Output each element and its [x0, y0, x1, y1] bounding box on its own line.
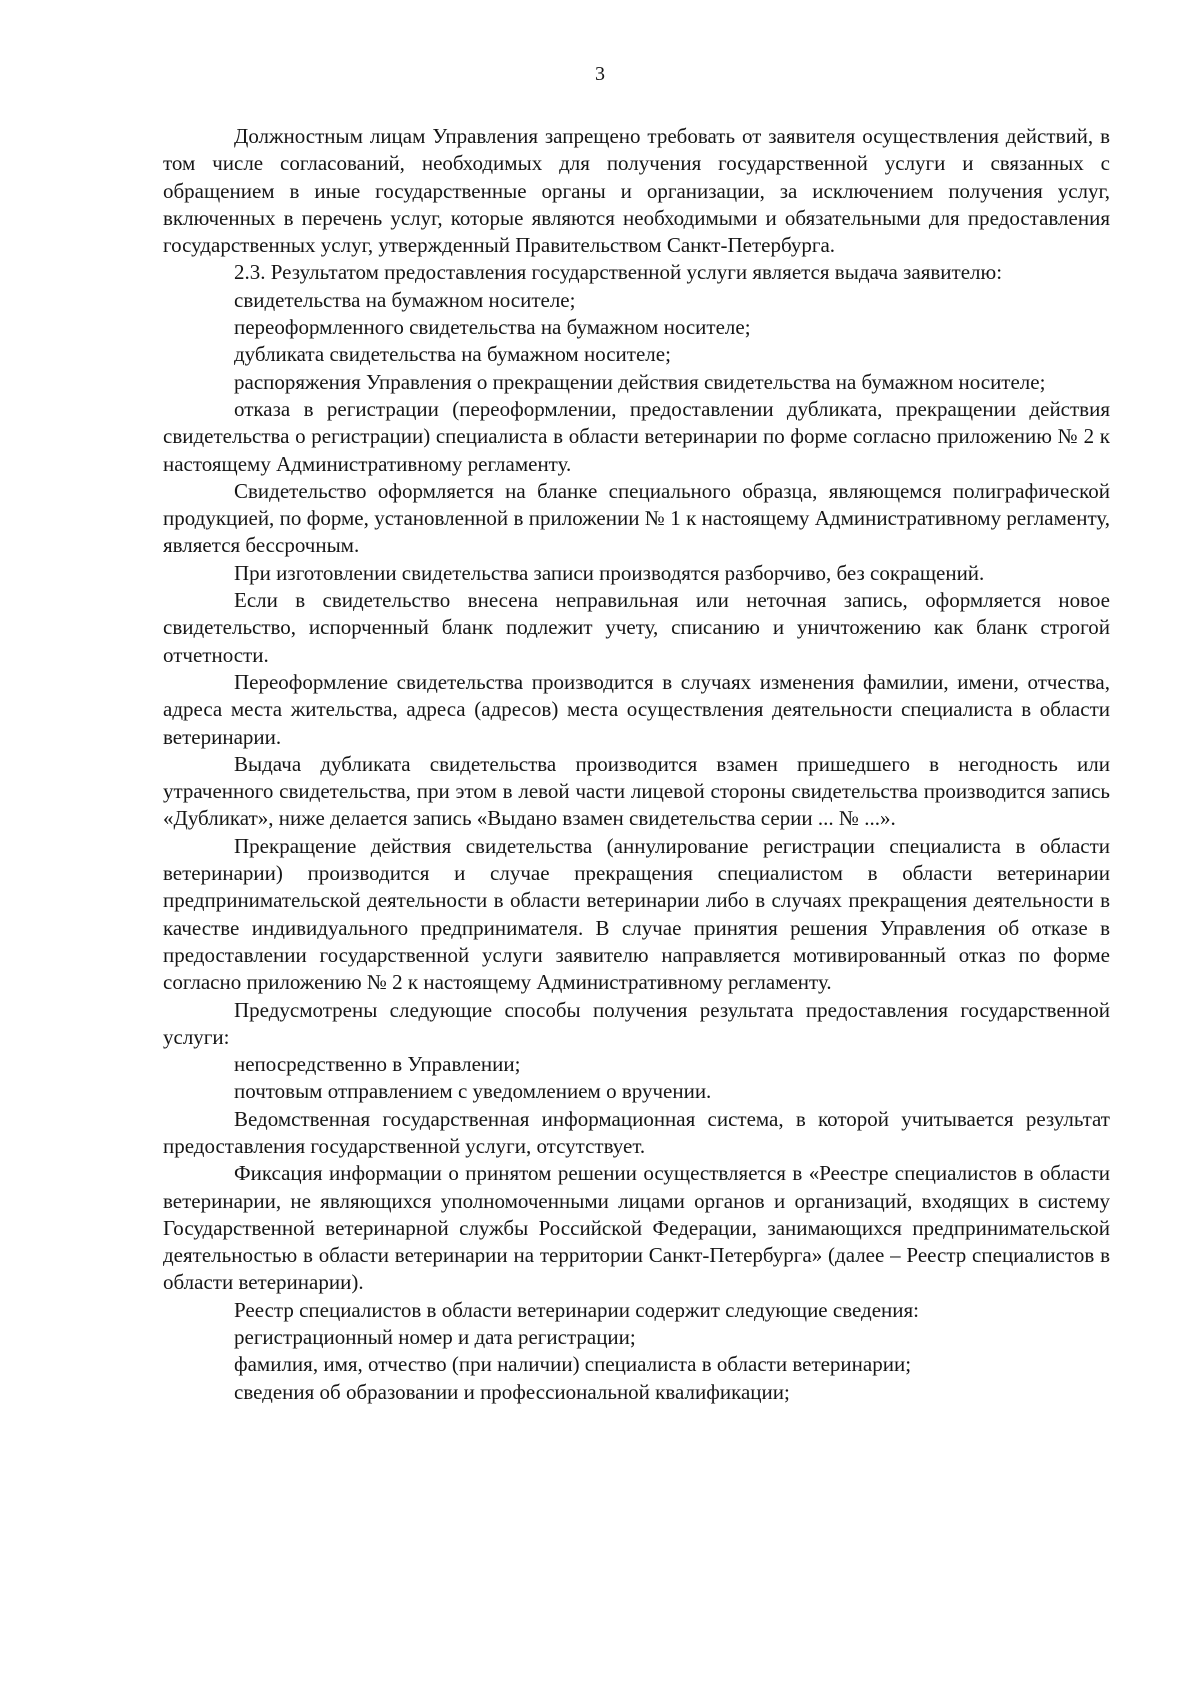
paragraph: Предусмотрены следующие способы получения результата предоставления государственной услуги:: [163, 997, 1110, 1049]
document-body: [163, 123, 1110, 1406]
paragraph: Реестр специалистов в области ветеринарии содержит следующие сведения:: [234, 1297, 920, 1322]
list-item: распоряжения Управления о прекращении действия свидетельства на бумажном носителе;: [234, 369, 1046, 394]
paragraph: Выдача дубликата свидетельства производится взамен пришедшего в негодность или утраченного свидетельства, при этом в левой части лицевой стороны свидетельства производится запись «Дубликат», ниже делается запись «Выдано взамен свидетельства серии ... № ...».: [163, 751, 1110, 831]
list-item: непосредственно в Управлении;: [234, 1052, 521, 1077]
page-number: 3: [595, 63, 605, 85]
list-item: сведения об образовании и профессиональной квалификации;: [234, 1379, 790, 1404]
list-item: дубликата свидетельства на бумажном носителе;: [234, 342, 671, 367]
list-item: почтовым отправлением с уведомлением о вручении.: [234, 1079, 712, 1104]
paragraph: Должностным лицам Управления запрещено требовать от заявителя осуществления действий, в том числе согласований, необходимых для получения государственной услуги и связанных с обращением в иные государственные органы и организации, за исключением получения услуг, включенных в перечень услуг, которые являются необходимыми и обязательными для предоставления государственных услуг, утвержденный Правительством Санкт-Петербурга.: [163, 124, 1110, 258]
list-item: отказа в регистрации (переоформлении, предоставлении дубликата, прекращении действия свидетельства о регистрации) специалиста в области ветеринарии по форме согласно приложению № 2 к настоящему Административному регламенту.: [163, 396, 1110, 476]
list-item: регистрационный номер и дата регистрации;: [234, 1325, 636, 1350]
paragraph: Ведомственная государственная информационная система, в которой учитывается результат предоставления государственной услуги, отсутствует.: [163, 1106, 1110, 1158]
paragraph: Фиксация информации о принятом решении осуществляется в «Реестре специалистов в области ветеринарии, не являющихся уполномоченными лицами органов и организаций, входящих в систему Государственной ветеринарной службы Российской Федерации, занимающихся предпринимательской деятельностью в области ветеринарии на территории Санкт-Петербурга» (далее – Реестр специалистов в области ветеринарии).: [163, 1161, 1110, 1295]
paragraph: Прекращение действия свидетельства (аннулирование регистрации специалиста в области ветеринарии) производится и случае прекращения специалистом в области ветеринарии предпринимательской деятельности в области ветеринарии либо в случаях прекращения деятельности в качестве индивидуального предпринимателя. В случае принятия решения Управления об отказе в предоставлении государственной услуги заявителю направляется мотивированный отказ по форме согласно приложению № 2 к настоящему Административному регламенту.: [163, 833, 1110, 995]
paragraph: Переоформление свидетельства производится в случаях изменения фамилии, имени, отчества, адреса места жительства, адреса (адресов) места осуществления деятельности специалиста в области ветеринарии.: [163, 669, 1110, 749]
paragraph: Свидетельство оформляется на бланке специального образца, являющемся полиграфической продукцией, по форме, установленной в приложении № 1 к настоящему Административному регламенту, является бессрочным.: [163, 478, 1110, 558]
paragraph: 2.3. Результатом предоставления государственной услуги является выдача заявителю:: [234, 260, 1003, 285]
paragraph: Если в свидетельство внесена неправильная или неточная запись, оформляется новое свидетельство, испорченный бланк подлежит учету, списанию и уничтожению как бланк строгой отчетности.: [163, 588, 1110, 667]
list-item: свидетельства на бумажном носителе;: [234, 287, 576, 312]
paragraph: При изготовлении свидетельства записи производятся разборчиво, без сокращений.: [234, 560, 985, 585]
list-item: переоформленного свидетельства на бумажном носителе;: [234, 315, 751, 340]
list-item: фамилия, имя, отчество (при наличии) специалиста в области ветеринарии;: [234, 1352, 912, 1377]
